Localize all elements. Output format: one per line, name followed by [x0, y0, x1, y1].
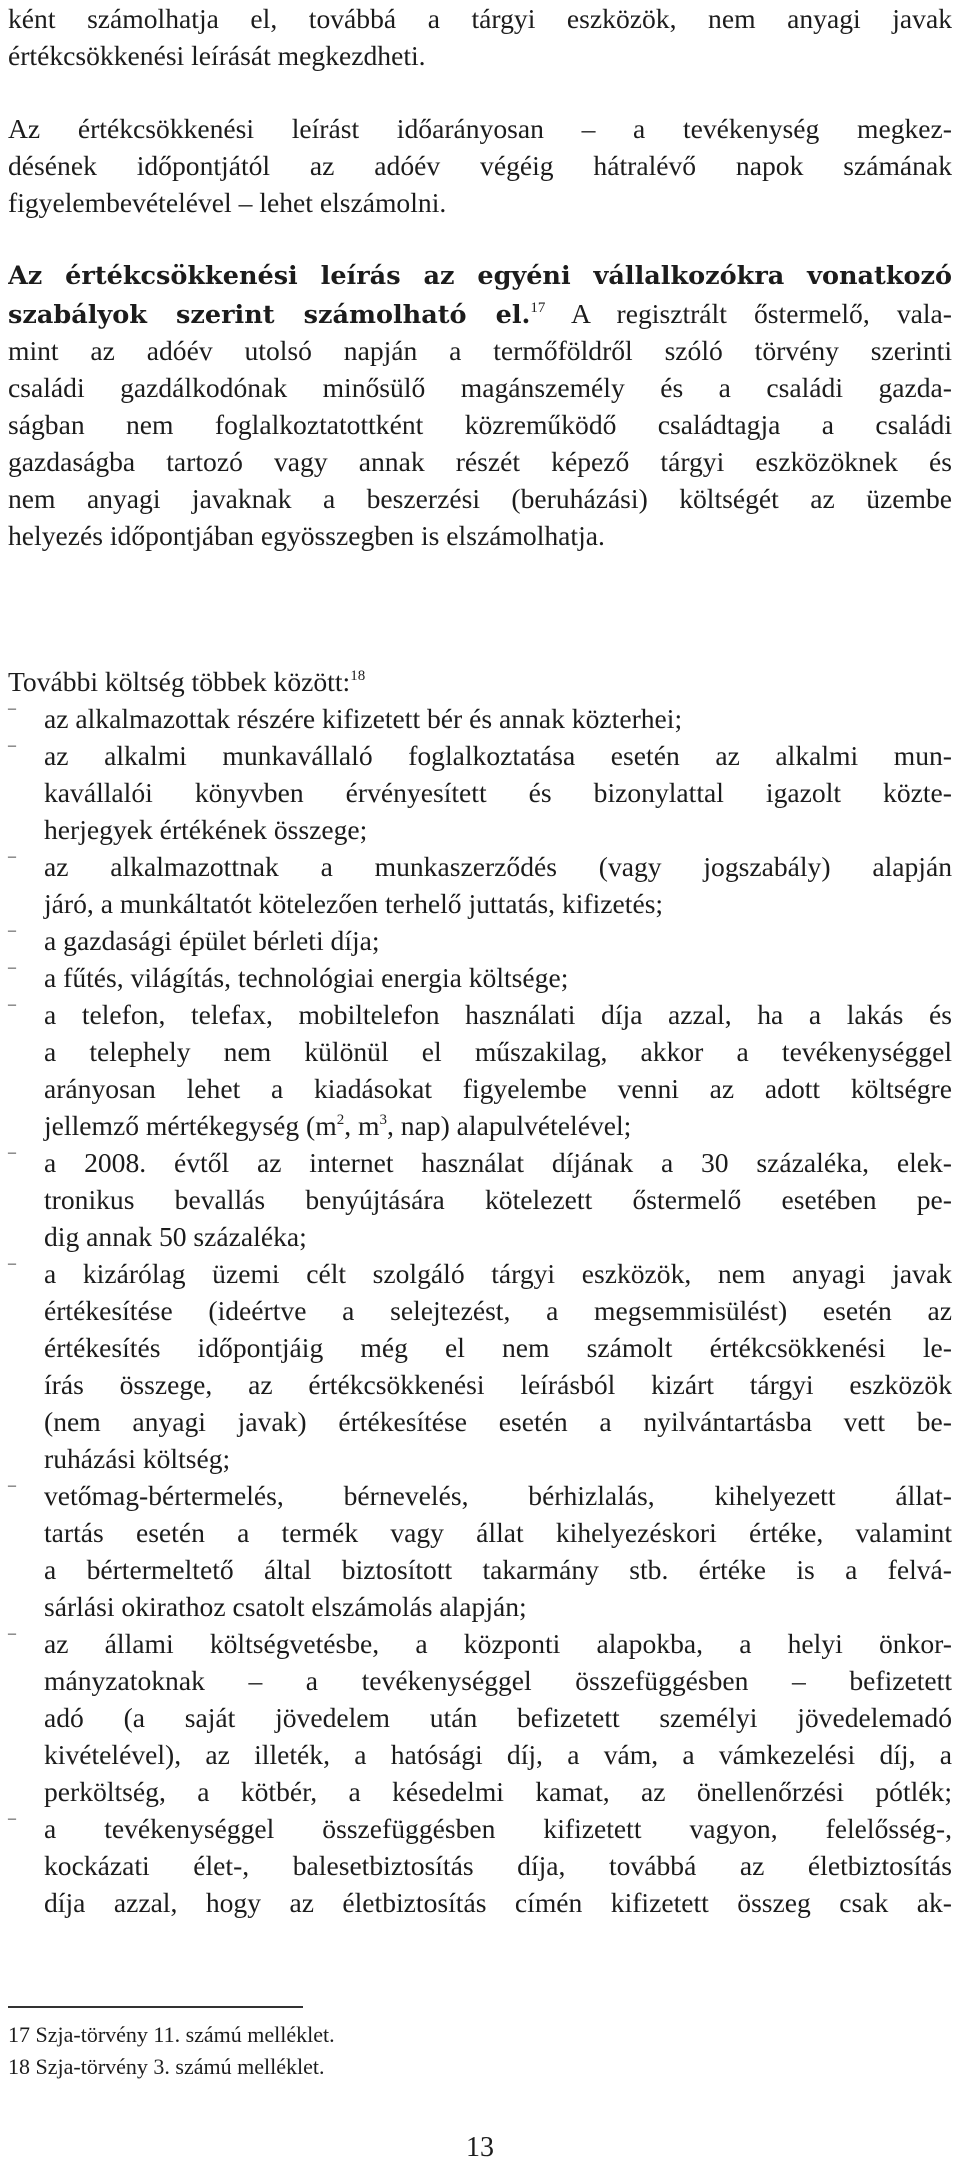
text-line: a tevékenységgel összefüggésben kifizetett vagyon, felelősség-, [44, 1813, 952, 1844]
mixed-line [8, 295, 952, 332]
dash-bullet: – [8, 922, 16, 939]
superscript: 3 [379, 1112, 387, 1128]
costs-intro [8, 663, 952, 700]
text-line: a fűtés, világítás, technológiai energia költsége; [44, 962, 569, 993]
text-line: a bértermeltető által biztosított takarmány stb. értéke is a felvá- [44, 1554, 952, 1585]
text-line: perköltség, a kötbér, a késedelmi kamat, az önellenőrzési pótlék; [44, 1776, 952, 1807]
text-line: az állami költségvetésbe, a központi alapokba, a helyi önkor- [44, 1628, 952, 1659]
text-line: a 2008. évtől az internet használat díjának a 30 százaléka, elek- [44, 1147, 952, 1178]
list-item [8, 996, 952, 1144]
text-line: díja azzal, hogy az életbiztosítás címén kifizetett összeg csak ak- [44, 1887, 952, 1918]
footnote-18: 18 Szja-törvény 3. számú melléklet. [8, 2054, 325, 2079]
text-line: ságban nem foglalkoztatottként közreműködő családtagja a családi [8, 409, 952, 440]
text-line: értékesítése (ideértve a selejtezést, a megsemmisülést) esetén az [44, 1295, 952, 1326]
list-item [8, 848, 952, 922]
text-line: tartás esetén a termék vagy állat kihelyezéskori értéke, valamint [44, 1517, 952, 1548]
document-page [8, 0, 952, 2181]
footnote-divider [8, 2006, 303, 2008]
time-proportional-paragraph [8, 110, 952, 221]
dash-bullet: – [8, 959, 16, 976]
continuation-paragraph [8, 0, 952, 74]
list-item [8, 1144, 952, 1255]
dash-bullet: – [8, 737, 16, 754]
text-line: a telefon, telefax, mobiltelefon használati díja azzal, ha a lakás és [44, 999, 952, 1030]
superscript: 2 [336, 1112, 345, 1128]
text-line: arányosan lehet a kiadásokat figyelembe venni az adott költségre [44, 1073, 952, 1104]
text-line: tronikus bevallás benyújtására kötelezett őstermelő esetében pe- [44, 1184, 952, 1215]
text-line: járó, a munkáltatót kötelezően terhelő juttatás, kifizetés; [44, 888, 664, 919]
footnote-ref-17: 17 [530, 300, 546, 316]
text-line: értékesítés időpontjáig még el nem számolt értékcsökkenési le- [44, 1332, 952, 1363]
page-number: 13 [466, 2132, 494, 2163]
costs-intro-text: További költség többek között: [8, 666, 351, 697]
text-line: gazdaságba tartozó vagy annak részét képező tárgyi eszközöknek és [8, 446, 952, 477]
list-item [8, 700, 952, 737]
text-fragment: jellemző mértékegység (m [44, 1110, 337, 1141]
text-line: mányzatoknak – a tevékenységgel összefüggésben – befizetett [44, 1665, 952, 1696]
list-item [8, 737, 952, 848]
text-line: ként számolhatja el, továbbá a tárgyi eszközök, nem anyagi javak [8, 3, 952, 34]
text-fragment: A regisztrált őstermelő, vala- [545, 298, 952, 329]
text-line: ruházási költség; [44, 1443, 231, 1474]
list-item [8, 922, 952, 959]
text-line: kivételével), az illeték, a hatósági díj, a vám, a vámkezelési díj, a [44, 1739, 952, 1770]
costs-section [8, 663, 952, 1921]
text-line: írás összege, az értékcsökkenési leírásból kizárt tárgyi eszközök [44, 1369, 952, 1400]
text-line: figyelembevételével – lehet elszámolni. [8, 187, 447, 218]
text-line: helyezés időpontjában egyösszegben is elszámolhatja. [8, 520, 605, 551]
text-line: az alkalmazottnak a munkaszerződés (vagy jogszabály) alapján [44, 851, 952, 882]
footnote-ref-18: 18 [350, 668, 366, 684]
dash-bullet: – [8, 1810, 16, 1827]
list-item [8, 959, 952, 996]
text-line: (nem anyagi javak) értékesítése esetén a nyilvántartásba vett be- [44, 1406, 952, 1437]
dash-bullet: – [8, 1144, 16, 1161]
list-item [8, 1810, 952, 1921]
text-line: vetőmag-bértermelés, bérnevelés, bérhizlalás, kihelyezett állat- [44, 1480, 952, 1511]
text-line: désének időpontjától az adóév végéig hátralévő napok számának [8, 150, 952, 181]
list-item [8, 1255, 952, 1477]
text-line: a kizárólag üzemi célt szolgáló tárgyi eszközök, nem anyagi javak [44, 1258, 952, 1289]
footnote-17: 17 Szja-törvény 11. számú melléklet. [8, 2022, 335, 2047]
text-line: a telephely nem különül el műszakilag, akkor a tevékenységgel [44, 1036, 952, 1067]
rules-paragraph [8, 258, 952, 554]
text-line: herjegyek értékének összege; [44, 814, 368, 845]
text-line: az alkalmazottak részére kifizetett bér és annak közterhei; [44, 703, 683, 734]
bold-heading-end: szabályok szerint számolható el. [8, 300, 531, 330]
text-fragment: , m [344, 1110, 380, 1141]
text-line: nem anyagi javaknak a beszerzési (beruházási) költségét az üzembe [8, 483, 952, 514]
dash-bullet: – [8, 996, 16, 1013]
dash-bullet: – [8, 1255, 16, 1272]
list-item [8, 1625, 952, 1810]
text-line: sárlási okirathoz csatolt elszámolás alapján; [44, 1591, 527, 1622]
dash-bullet: – [8, 1625, 16, 1642]
text-line [8, 1107, 952, 1144]
text-line: adó (a saját jövedelem után befizetett személyi jövedelemadó [44, 1702, 952, 1733]
dash-bullet: – [8, 700, 16, 717]
text-line: a gazdasági épület bérleti díja; [44, 925, 380, 956]
bold-heading-line: Az értékcsökkenési leírás az egyéni vállalkozókra vonatkozó [8, 261, 952, 291]
text-line: családi gazdálkodónak minősülő magánszemély és a családi gazda- [8, 372, 952, 403]
text-line: az alkalmi munkavállaló foglalkoztatása esetén az alkalmi mun- [44, 740, 952, 771]
text-line: kockázati élet-, balesetbiztosítás díja, továbbá az életbiztosítás [44, 1850, 952, 1881]
dash-bullet: – [8, 1477, 16, 1494]
text-line: kavállalói könyvben érvényesített és bizonylattal igazolt közte- [44, 777, 952, 808]
text-fragment: , nap) alapulvételével; [386, 1110, 632, 1141]
text-line: mint az adóév utolsó napján a termőföldről szóló törvény szerinti [8, 335, 952, 366]
text-line: Az értékcsökkenési leírást időarányosan – a tevékenység megkez- [8, 113, 952, 144]
list-item [8, 1477, 952, 1625]
text-line: értékcsökkenési leírását megkezdheti. [8, 40, 426, 71]
text-line: dig annak 50 százaléka; [44, 1221, 307, 1252]
dash-bullet: – [8, 848, 16, 865]
